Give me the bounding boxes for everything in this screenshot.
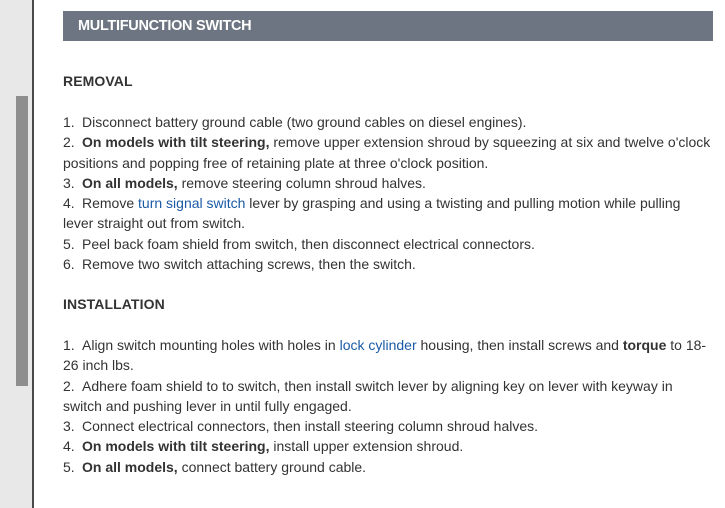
list-item: 3. Connect electrical connectors, then install steering column shroud halves. [63,418,539,435]
list-item: 4. On models with tilt steering, install upper extension shroud. [63,438,464,455]
list-item: 3. On all models, remove steering column shroud halves. [63,174,426,191]
installation-steps [63,335,713,477]
list-item: 1. Disconnect battery ground cable (two ground cables on diesel engines). [63,114,527,130]
list-item: 4. Remove turn signal switch lever by grasping and using a twisting and pulling motion while pulling lever straight out from switch. [63,195,681,232]
section-title: MULTIFUNCTION SWITCH [63,11,713,41]
removal-steps [63,112,713,274]
list-item: 6. Remove two switch attaching screws, then the switch. [63,256,416,273]
list-item: 1. Align switch mounting holes with holes in lock cylinder housing, then install screws and torque to 18-26 inch lbs. [63,337,707,374]
left-sidebar-gutter [0,0,34,508]
turn-signal-switch-link[interactable]: turn signal switch [138,195,246,212]
scrollbar-thumb[interactable] [16,96,28,386]
list-item: 2. Adhere foam shield to to switch, then install switch lever by aligning key on lever with keyway in switch and pushing lever in until fully engaged. [63,377,673,414]
list-item: 5. On all models, connect battery ground cable. [63,458,367,475]
installation-heading: INSTALLATION [63,296,165,312]
removal-heading: REMOVAL [63,73,133,89]
lock-cylinder-link[interactable]: lock cylinder [339,337,417,353]
list-item: 5. Peel back foam shield from switch, then disconnect electrical connectors. [63,235,535,252]
list-item: 2. On models with tilt steering, remove upper extension shroud by squeezing at six and twelve o'clock positions and popping free of retaining plate at three o'clock position. [63,134,711,171]
